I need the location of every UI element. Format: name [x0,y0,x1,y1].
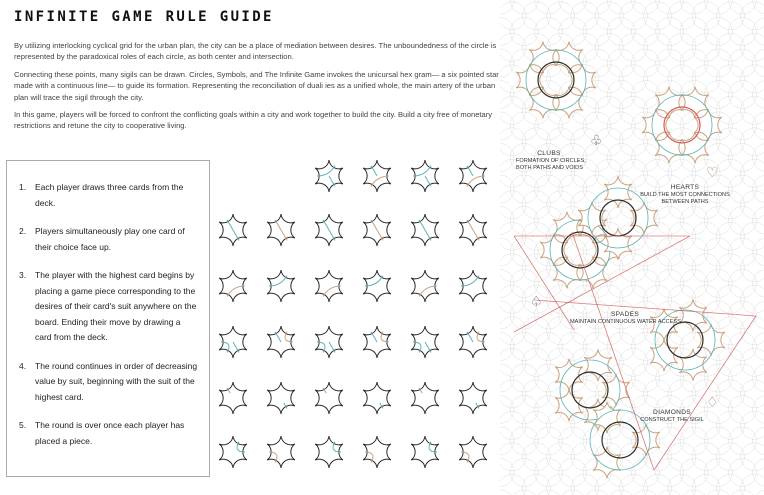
suit-desc: FORMATION OF CIRCLES, [516,158,586,164]
game-piece-tile [411,326,439,358]
suit-desc: BETWEEN PATHS [661,199,709,205]
game-piece-tile [411,436,439,468]
spades-label [570,311,680,326]
game-piece-tile [267,270,295,302]
game-piece-tile [459,436,487,468]
suit-desc: BUILD THE MOST CONNECTIONS [640,192,730,198]
game-piece-grid [212,152,500,487]
diamond-icon: ♢ [706,394,719,410]
game-piece-tile [411,382,439,414]
game-piece-tile [315,270,343,302]
rules-list [7,161,209,449]
suit-name: DIAMONDS [653,409,691,416]
suit-name: SPADES [610,311,640,318]
rule-number: 2. [19,226,27,236]
board-diagram [500,0,764,495]
game-piece-tile [459,214,487,246]
suit-desc: MAINTAIN CONTINUOUS WATER ACCESS [570,319,681,325]
game-piece-tile [411,214,439,246]
game-piece-tile [315,326,343,358]
heart-icon: ♡ [706,164,719,180]
rule-item [19,268,199,346]
game-piece-tile [267,436,295,468]
game-piece-tile [363,160,391,192]
rule-item [19,418,199,449]
game-piece-tile [267,214,295,246]
diamonds-label [634,409,710,424]
hearts-label [640,184,730,206]
intro-paragraph: By utilizing interlocking cyclical grid for the urban plan, the city can be a place of mediation between desires. The unboundedness of the circle is represented by the paradoxical roles of each circle, as both center and intersection. [14,41,497,62]
game-piece-tile [219,382,247,414]
rule-number: 3. [19,270,27,280]
board-cluster [555,349,630,430]
clubs-label [516,150,586,172]
intro-text [14,40,500,138]
game-piece-tile [459,326,487,358]
game-piece-tile [363,214,391,246]
spade-icon: ♤ [530,293,543,309]
game-piece-tile [219,270,247,302]
game-piece-tile [267,326,295,358]
rule-number: 5. [19,420,27,430]
rule-text: The player with the highest card begins by placing a game piece corresponding to the desires of their card's suit anywhere on the board. Ending their move by drawing a card from the deck. [35,270,197,342]
rule-text: The round is over once each player has placed a piece. [35,420,185,446]
suit-desc: CONSTRUCT THE SIGIL [640,417,704,423]
game-piece-tile [411,270,439,302]
board-cluster [516,42,596,119]
game-piece-tile [363,270,391,302]
board-cluster [642,87,722,164]
suit-name: HEARTS [670,184,700,191]
game-piece-tile [363,326,391,358]
game-piece-tile [459,270,487,302]
game-piece-tile [267,382,295,414]
intro-paragraph: In this game, players will be forced to confront the conflicting goals within a city and work together to build the city. Build a city free of monetary restrictions and retune the city to cooperative living. [14,110,493,131]
rules-box [6,160,210,477]
game-piece-tile [411,160,439,192]
game-piece-tile [315,214,343,246]
intro-paragraph: Connecting these points, many sigils can be drawn. Circles, Symbols, and The Infinite Game invokes the unicursal hex gram— a six pointed star made with a continuous line— to guide its formation. Representing the reconciliation of duali ies as a unified whole, the main artery of the urban plan will trace the sigil through the city. [14,69,499,102]
rule-number: 4. [19,360,27,371]
game-piece-tile [315,160,343,192]
game-piece-tile [459,160,487,192]
game-piece-tile [219,436,247,468]
rule-text: The round continues in order of decreasing value by suit, beginning with the suit of the highest card. [35,360,198,402]
game-piece-tile [363,436,391,468]
rule-text: Each player draws three cards from the deck. [35,182,184,208]
suit-name: CLUBS [537,150,561,157]
game-piece-tile [315,436,343,468]
rule-item [19,224,199,255]
game-piece-tile [459,382,487,414]
game-piece-tile [363,382,391,414]
rule-text: Players simultaneously play one card of their choice face up. [35,226,185,252]
rule-item [19,180,199,211]
board-panel [500,0,764,495]
rule-item [19,359,199,406]
page-title: INFINITE GAME RULE GUIDE [14,9,274,25]
rule-number: 1. [19,182,27,192]
club-icon: ♧ [590,132,603,148]
suit-desc: BOTH PATHS AND VOIDS [516,165,583,171]
game-piece-tile [219,214,247,246]
game-piece-tile [315,382,343,414]
game-piece-tile [219,326,247,358]
